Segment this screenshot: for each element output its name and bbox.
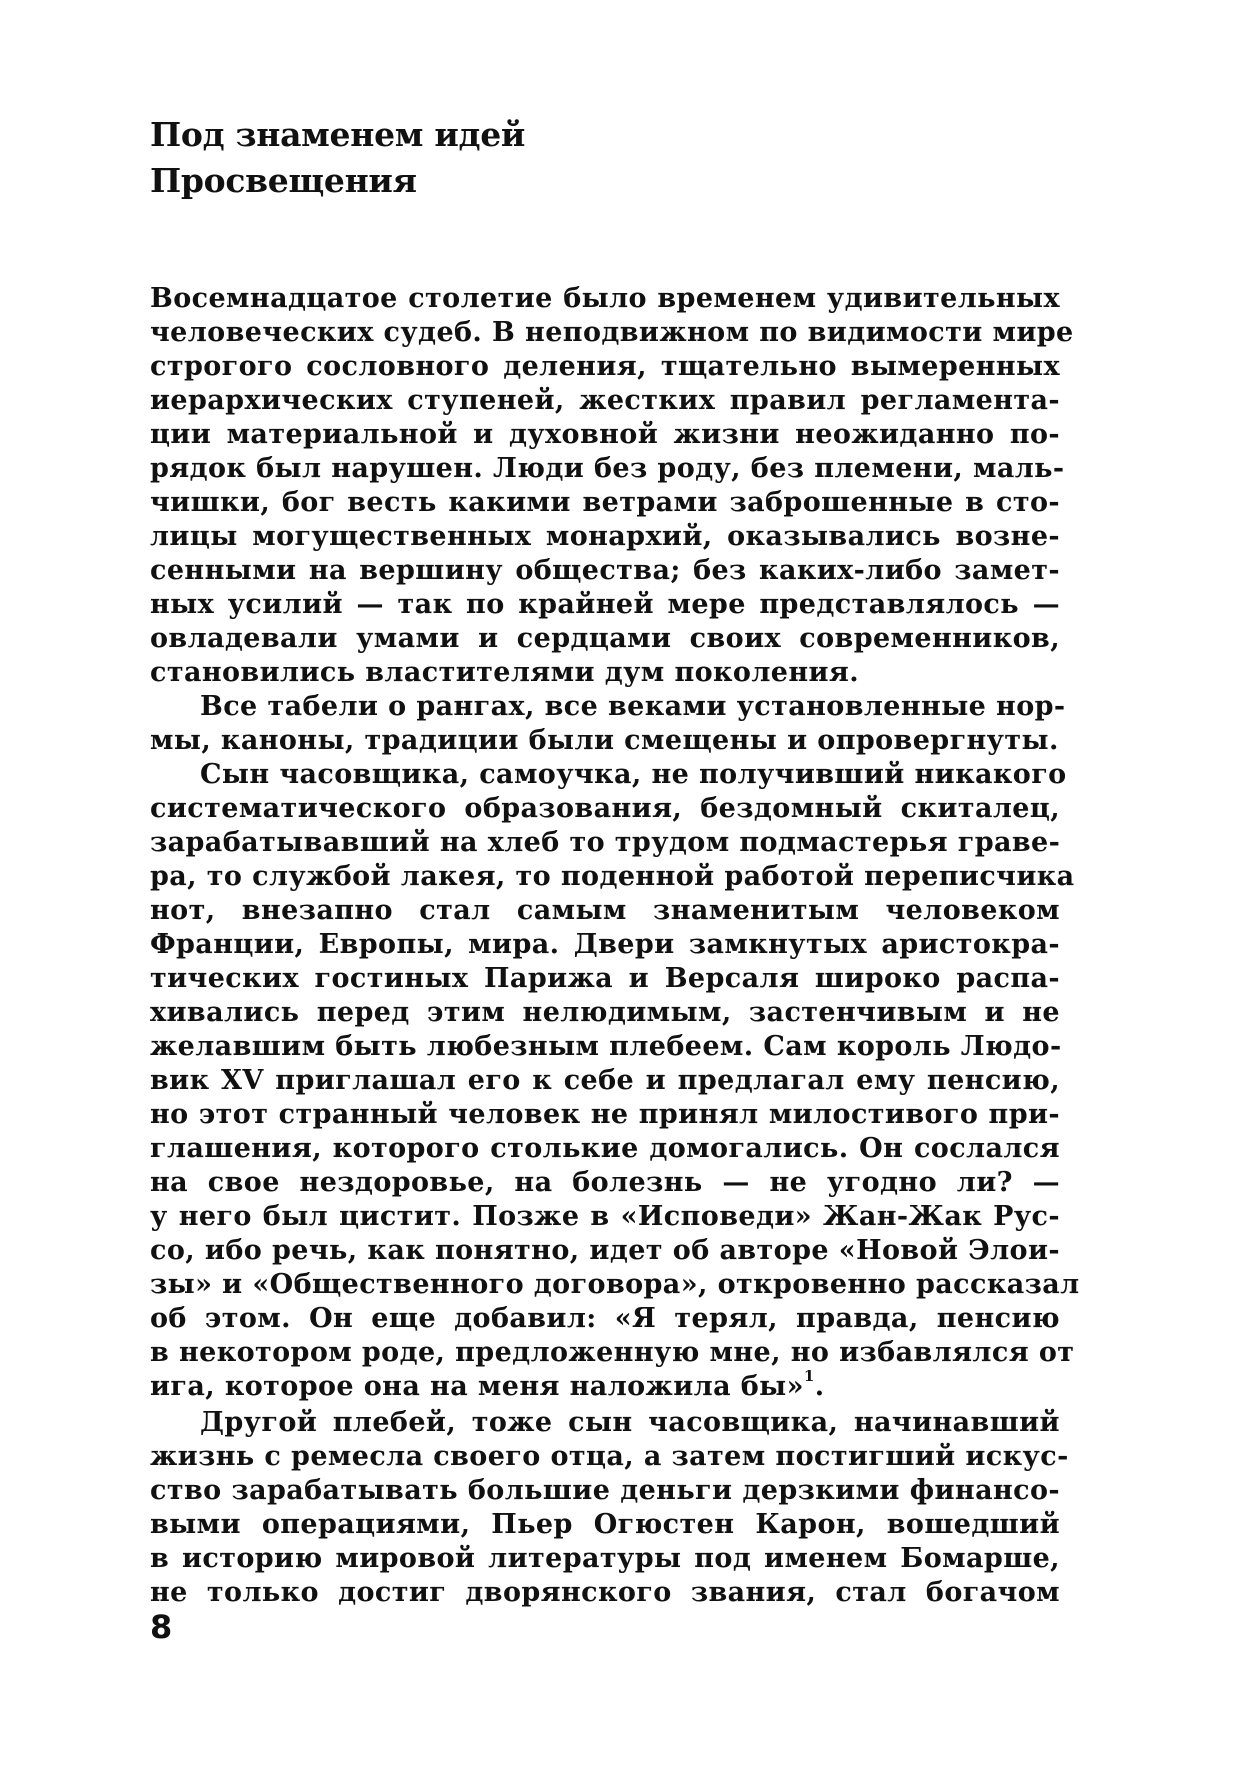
page-number: 8	[150, 1608, 173, 1646]
text-line: зы» и «Общественного договора», откровенно рассказал	[150, 1269, 1080, 1300]
text-line: овладевали умами и сердцами своих современников,	[150, 623, 1060, 654]
text-line: мы, каноны, традиции были смещены и опровергнуты.	[150, 725, 1059, 756]
text-line: рядок был нарушен. Люди без роду, без племени, маль-	[150, 453, 1065, 484]
chapter-title-line: Просвещения	[150, 161, 417, 200]
paragraph	[150, 1406, 1069, 1610]
text-line: в некотором роде, предложенную мне, но избавлялся от	[150, 1337, 1075, 1368]
text-line: строгого сословного деления, тщательно вымеренных	[150, 351, 1060, 382]
body-text	[150, 282, 1080, 1610]
text-line: у него был цистит. Позже в «Исповеди» Жан-Жак Рус-	[150, 1201, 1060, 1232]
text-line: со, ибо речь, как понятно, идет об авторе «Новой Элои-	[150, 1235, 1060, 1266]
text-line: выми операциями, Пьер Огюстен Карон, вошедший	[150, 1509, 1060, 1540]
text-line: систематического образования, бездомный скиталец,	[150, 793, 1060, 824]
text-line: желавшим быть любезным плебеем. Сам король Людо-	[150, 1031, 1062, 1062]
text-line: лицы могущественных монархий, оказывались возне-	[150, 521, 1060, 552]
text-line: ство зарабатывать большие деньги дерзкими финансо-	[150, 1475, 1060, 1506]
text-line: сенными на вершину общества; без каких-либо замет-	[150, 555, 1060, 586]
text-line: человеческих судеб. В неподвижном по видимости мире	[150, 317, 1074, 348]
text-line: ных усилий — так по крайней мере представлялось —	[150, 589, 1060, 620]
text-line: в историю мировой литературы под именем Бомарше,	[150, 1543, 1060, 1574]
text-line: иерархических ступеней, жестких правил регламента-	[150, 385, 1060, 416]
text-line: об этом. Он еще добавил: «Я терял, правда, пенсию	[150, 1303, 1060, 1334]
footnote-mark[interactable]: 1	[803, 1367, 815, 1385]
text-line: Франции, Европы, мира. Двери замкнутых аристокра-	[150, 929, 1060, 960]
text-line: Все табели о рангах, все веками установленные нор-	[200, 691, 1066, 722]
text-line-with-footnote	[150, 1367, 1060, 1404]
chapter-title	[150, 112, 850, 204]
text-line: ига, которое она на меня наложила бы»	[150, 1371, 804, 1402]
paragraph	[150, 758, 1080, 1404]
paragraph	[150, 282, 1074, 690]
text-line: на свое нездоровье, на болезнь — не угодно ли? —	[150, 1167, 1060, 1198]
text-line: Другой плебей, тоже сын часовщика, начинавший	[200, 1407, 1060, 1438]
text-line: но этот странный человек не принял милостивого при-	[150, 1099, 1060, 1130]
chapter-title-line: Под знаменем идей	[150, 115, 526, 154]
text-line: нот, внезапно стал самым знаменитым человеком	[150, 895, 1060, 926]
text-line: глашения, которого столькие домогались. Он сослался	[150, 1133, 1060, 1164]
text-line: вик XV приглашал его к себе и предлагал ему пенсию,	[150, 1065, 1060, 1096]
text-line: ра, то службой лакея, то поденной работой переписчика	[150, 861, 1075, 892]
text-line: становились властителями дум поколения.	[150, 657, 860, 688]
text-line: зарабатывавший на хлеб то трудом подмастерья граве-	[150, 827, 1061, 858]
text-line: Сын часовщика, самоучка, не получивший никакого	[200, 759, 1067, 790]
paragraph	[150, 690, 1066, 758]
text-line: ции материальной и духовной жизни неожиданно по-	[150, 419, 1060, 450]
text-line: Восемнадцатое столетие было временем удивительных	[150, 283, 1060, 314]
text-line: не только достиг дворянского звания, стал богачом	[150, 1577, 1060, 1608]
text-line: тических гостиных Парижа и Версаля широко распа-	[150, 963, 1060, 994]
text-line: жизнь с ремесла своего отца, а затем постигший искус-	[150, 1441, 1069, 1472]
sentence-end: .	[814, 1371, 825, 1402]
text-line: чишки, бог весть какими ветрами заброшенные в сто-	[150, 487, 1060, 518]
text-line: хивались перед этим нелюдимым, застенчивым и не	[150, 997, 1060, 1028]
